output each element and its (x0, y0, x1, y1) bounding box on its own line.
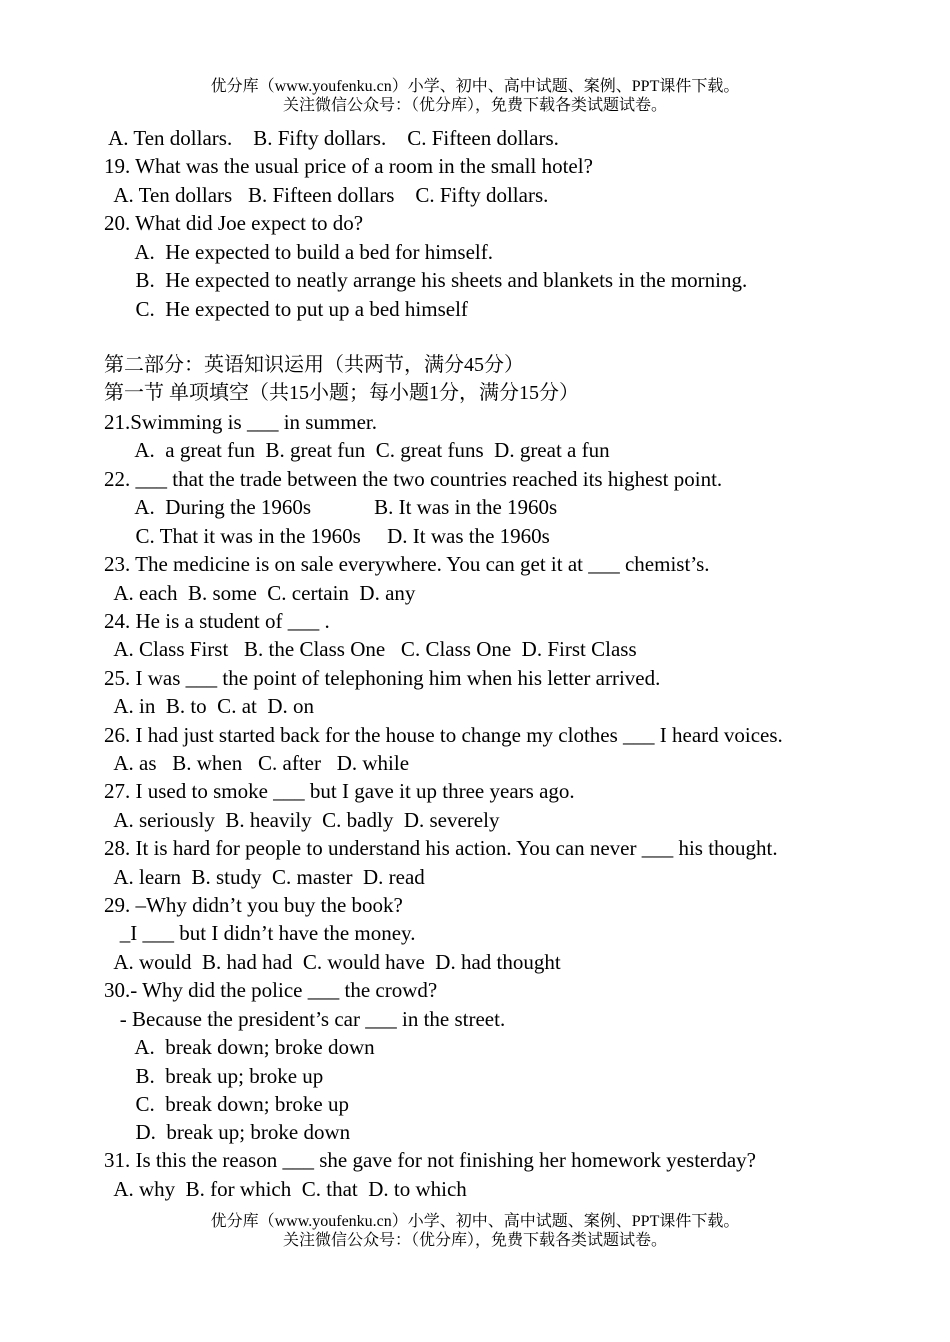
text-line: B. break up; broke up (104, 1064, 324, 1088)
text-line: A. During the 1960s B. It was in the 1960s (104, 495, 558, 519)
text-line: C. He expected to put up a bed himself (104, 297, 468, 321)
text-line: A. would B. had had C. would have D. had thought (104, 950, 561, 974)
text-line: 25. I was ___ the point of telephoning him when his letter arrived. (104, 666, 661, 690)
text-line: 30.- Why did the police ___ the crowd? (104, 978, 438, 1002)
footer-line-2: 关注微信公众号：（优分库），免费下载各类试题试卷。 (282, 1232, 667, 1249)
text-line: 第一节 单项填空（共15小题；每小题1分，满分15分） (104, 382, 579, 404)
text-line: C. That it was in the 1960s D. It was the 1960s (104, 524, 550, 548)
text-line: 22. ___ that the trade between the two countries reached its highest point. (104, 467, 723, 491)
text-line: D. break up; broke down (104, 1120, 351, 1144)
text-line: 29. –Why didn’t you buy the book? (104, 893, 403, 917)
text-line: 20. What did Joe expect to do? (104, 211, 364, 235)
text-line: A. Ten dollars B. Fifteen dollars C. Fifty dollars. (104, 183, 549, 207)
text-line: 23. The medicine is on sale everywhere. You can get it at ___ chemist’s. (104, 552, 710, 576)
text-line: 28. It is hard for people to understand his action. You can never ___ his thought. (104, 836, 778, 860)
text-line: A. seriously B. heavily C. badly D. severely (104, 808, 500, 832)
text-line: A. break down; broke down (104, 1035, 375, 1059)
header-line-1: 优分库（www.youfenku.cn）小学、初中、高中试题、案例、PPT课件下载。 (210, 78, 740, 95)
text-line: A. each B. some C. certain D. any (104, 581, 416, 605)
text-line: _I ___ but I didn’t have the money. (104, 921, 416, 945)
text-line: C. break down; broke up (104, 1092, 349, 1116)
text-line: 第二部分：英语知识运用（共两节，满分45分） (104, 354, 524, 376)
text-line: - Because the president’s car ___ in the street. (104, 1007, 506, 1031)
text-line: A. Ten dollars. B. Fifty dollars. C. Fifteen dollars. (104, 126, 559, 150)
page-footer (0, 1212, 950, 1250)
text-line: 31. Is this the reason ___ she gave for not finishing her homework yesterday? (104, 1148, 757, 1172)
header-line-2: 关注微信公众号：（优分库），免费下载各类试题试卷。 (282, 97, 667, 114)
page-header (0, 77, 950, 115)
text-line: A. a great fun B. great fun C. great funs D. great a fun (104, 438, 610, 462)
text-line: 19. What was the usual price of a room in the small hotel? (104, 154, 593, 178)
text-line: A. He expected to build a bed for himself. (104, 240, 493, 264)
text-line: 24. He is a student of ___ . (104, 609, 330, 633)
text-line: 27. I used to smoke ___ but I gave it up three years ago. (104, 779, 575, 803)
text-line: A. in B. to C. at D. on (104, 694, 315, 718)
text-line: 26. I had just started back for the house to change my clothes ___ I heard voices. (104, 723, 783, 747)
text-line: A. why B. for which C. that D. to which (104, 1177, 467, 1201)
text-line: A. learn B. study C. master D. read (104, 865, 425, 889)
text-line: 21.Swimming is ___ in summer. (104, 410, 378, 434)
text-line: A. as B. when C. after D. while (104, 751, 410, 775)
footer-line-1: 优分库（www.youfenku.cn）小学、初中、高中试题、案例、PPT课件下载。 (210, 1213, 740, 1230)
text-line: B. He expected to neatly arrange his sheets and blankets in the morning. (104, 268, 748, 292)
text-line: A. Class First B. the Class One C. Class One D. First Class (104, 637, 637, 661)
